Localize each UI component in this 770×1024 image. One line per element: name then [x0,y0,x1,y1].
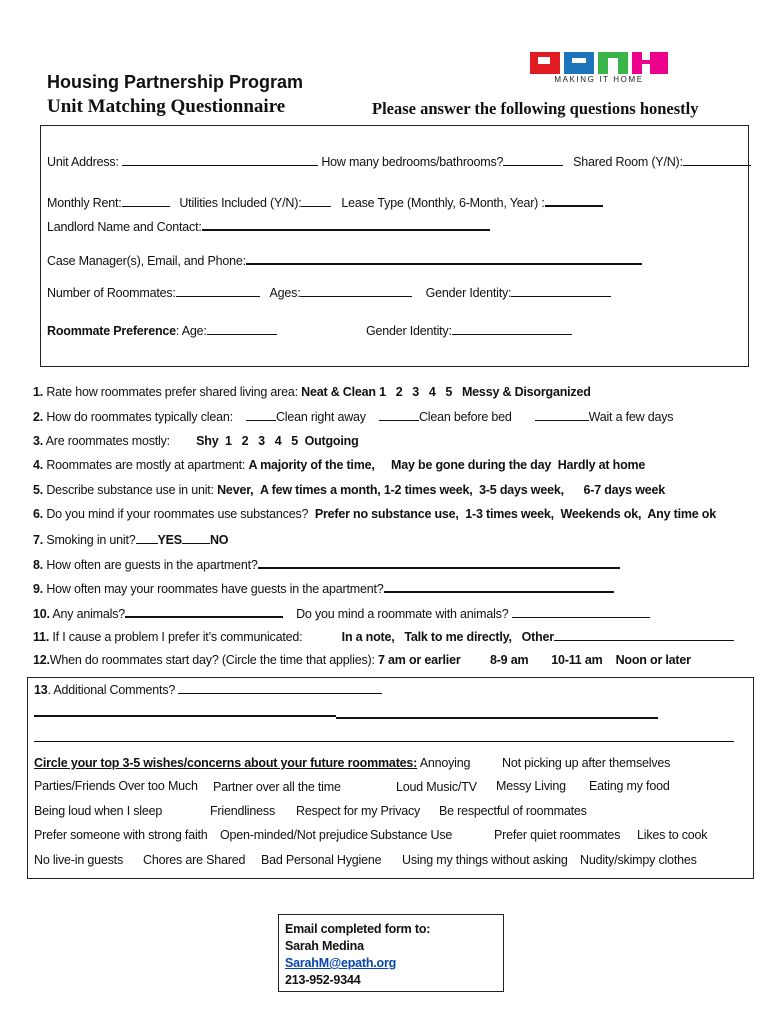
contact-info [285,921,430,989]
q10-text-2: Do you mind a roommate with animals? [296,607,509,621]
q2-blank-2[interactable] [379,409,419,421]
q12-option-3[interactable]: 10-11 am [551,653,603,667]
question-9 [33,580,614,596]
q3-number: 3. [33,434,44,448]
q10-text: Any animals? [52,607,126,621]
unit-address-field[interactable] [122,154,318,166]
comments-field[interactable] [178,682,382,694]
q11-text: If I cause a problem I prefer it’s communicated: [52,630,303,644]
case-manager-field[interactable] [246,252,642,265]
comments-line-2[interactable] [34,741,734,742]
wish-no-live-in[interactable]: No live-in guests [34,853,124,867]
ages-field[interactable] [300,285,412,297]
wish-strong-faith[interactable]: Prefer someone with strong faith [34,828,208,842]
gender-identity-field[interactable] [511,285,611,297]
utilities-field[interactable] [301,195,331,207]
question-5 [33,483,665,497]
q7-no[interactable]: NO [209,533,229,547]
case-manager-label: Case Manager(s), Email, and Phone: [47,254,246,268]
q5-option-1[interactable]: Never, [217,483,254,497]
path-logo-mark [530,50,668,74]
roommate-preference-label: Roommate Preference [47,324,176,338]
num-roommates-field[interactable] [176,285,260,297]
wish-chores-shared[interactable]: Chores are Shared [143,853,246,867]
q12-option-1[interactable]: 7 am or earlier [378,653,461,667]
q11-number: 11. [33,630,50,644]
landlord-label: Landlord Name and Contact: [47,220,202,234]
shared-room-field[interactable] [683,154,751,166]
wish-loud-music[interactable]: Loud Music/TV [396,780,477,794]
comments-line-1a[interactable] [34,715,336,717]
wish-loud-sleep[interactable]: Being loud when I sleep [34,804,163,818]
question-3 [33,434,359,448]
q6-options[interactable]: Prefer no substance use, 1-3 times week, Weekends ok, Any time ok [314,507,716,521]
q5-text: Describe substance use in unit: [46,483,214,497]
q2-option-3: Wait a few days [588,410,674,424]
wish-likes-to-cook[interactable]: Likes to cook [637,828,708,842]
q11-option-1[interactable]: In a note, [341,630,395,644]
q4-text: Roommates are mostly at apartment: [46,458,246,472]
question-4 [33,458,645,472]
q12-option-4[interactable]: Noon or later [615,653,691,667]
q2-option-2: Clean before bed [418,410,512,424]
q5-option-4[interactable]: 6-7 days week [583,483,665,497]
wish-respectful[interactable]: Be respectful of roommates [439,804,587,818]
q8-field[interactable] [258,556,620,569]
wish-not-picking-up[interactable]: Not picking up after themselves [502,756,671,770]
question-12 [33,653,691,667]
unit-address-row [47,154,751,169]
q6-text: Do you mind if your roommates use substances? [46,507,309,521]
q12-number: 12. [33,653,50,667]
num-roommates-label: Number of Roommates: [47,286,176,300]
q2-blank-3[interactable] [535,409,589,421]
contact-heading: Email completed form to: [285,922,431,936]
q1-text: Rate how roommates prefer shared living area: [46,385,298,399]
wish-privacy[interactable]: Respect for my Privacy [296,804,421,818]
question-7 [33,532,228,547]
q8-text: How often are guests in the apartment? [46,558,258,572]
logo-tagline: MAKING IT HOME [554,75,644,84]
shared-room-label: Shared Room (Y/N): [573,155,683,169]
q5-option-3[interactable]: 3-5 days week, [479,483,564,497]
q2-blank-1[interactable] [246,409,276,421]
q9-field[interactable] [384,580,614,593]
wish-eating-food[interactable]: Eating my food [589,779,670,793]
lease-type-label: Lease Type (Monthly, 6-Month, Year) : [341,196,545,210]
q10-number: 10. [33,607,50,621]
roommates-row [47,285,611,300]
bedrooms-field[interactable] [503,154,563,166]
q5-number: 5. [33,483,44,497]
pref-age-label: : Age: [175,324,207,338]
wish-messy-living[interactable]: Messy Living [496,779,566,793]
q11-option-3[interactable]: Other [521,630,554,644]
q12-option-2[interactable]: 8-9 am [489,653,529,667]
wish-quiet-roommates[interactable]: Prefer quiet roommates [494,828,621,842]
q2-number: 2. [33,410,44,424]
q3-text: Are roommates mostly: [45,434,170,448]
comments-number: 13 [34,683,48,697]
pref-age-field[interactable] [207,323,277,335]
question-6 [33,507,716,521]
utilities-label: Utilities Included (Y/N): [179,196,302,210]
q10-field[interactable] [125,605,283,618]
wish-nudity[interactable]: Nudity/skimpy clothes [580,853,697,867]
q7-number: 7. [33,533,44,547]
lease-type-field[interactable] [545,194,603,207]
pref-gender-field[interactable] [452,323,572,335]
rent-row [47,194,603,210]
q12-text: When do roommates start day? (Circle the time that applies): [49,653,375,667]
question-1 [33,385,591,399]
case-manager-row [47,252,642,268]
q4-number: 4. [33,458,44,472]
q5-option-2[interactable]: A few times a month, 1-2 times week, [260,483,473,497]
q8-number: 8. [33,558,44,572]
circle-heading-row [34,756,470,770]
q11-other-field[interactable] [554,629,734,641]
monthly-rent-label: Monthly Rent: [47,196,122,210]
q2-option-1: Clean right away [275,410,366,424]
landlord-row [47,218,490,234]
pref-gender-label: Gender Identity: [366,324,452,338]
question-11 [33,629,734,644]
monthly-rent-field[interactable] [122,195,170,207]
wish-hygiene[interactable]: Bad Personal Hygiene [261,853,382,867]
q1-options[interactable]: Neat & Clean 1 2 3 4 5 Messy & Disorganized [301,385,591,399]
gender-identity-label: Gender Identity: [425,286,512,300]
question-10 [33,605,650,621]
comments-row [34,682,382,697]
instruction-text: Please answer the following questions honestly [372,99,699,118]
q11-option-2[interactable]: Talk to me directly, [404,630,512,644]
q7-yes-blank[interactable] [136,532,158,544]
q2-text: How do roommates typically clean: [46,410,233,424]
q4-option-1[interactable]: A majority of the time, [248,458,375,472]
wish-partner-over[interactable]: Partner over all the time [213,780,341,794]
q9-text: How often may your roommates have guests in the apartment? [46,582,384,596]
comments-label: . Additional Comments? [47,683,176,697]
circle-heading: Circle your top 3-5 wishes/concerns about your future roommates: [34,756,418,770]
wish-parties-friends[interactable]: Parties/Friends Over too Much [34,779,198,793]
form-title: Unit Matching Questionnaire [47,96,286,117]
wish-using-things[interactable]: Using my things without asking [402,853,568,867]
wish-substance-use[interactable]: Substance Use [370,828,453,842]
wish-friendliness[interactable]: Friendliness [210,804,275,818]
contact-phone: 213-952-9344 [285,973,361,987]
landlord-field[interactable] [202,218,490,231]
path-logo [530,50,668,86]
q7-yes[interactable]: YES [157,533,182,547]
q7-text: Smoking in unit? [46,533,136,547]
q4-option-2[interactable]: May be gone during the day [391,458,552,472]
comments-line-1b[interactable] [336,717,658,719]
contact-name: Sarah Medina [285,939,364,953]
ages-label: Ages: [269,286,301,300]
q3-options[interactable]: Shy 1 2 3 4 5 Outgoing [196,434,359,448]
wish-annoying[interactable]: Annoying [419,756,471,770]
unit-address-label: Unit Address: [47,155,119,169]
q7-no-blank[interactable] [182,532,210,544]
question-8 [33,556,620,572]
q1-number: 1. [33,385,44,399]
preference-row [47,323,277,338]
q6-number: 6. [33,507,44,521]
program-title: Housing Partnership Program [47,72,304,92]
bedrooms-label: How many bedrooms/bathrooms? [321,155,504,169]
q4-option-3[interactable]: Hardly at home [557,458,646,472]
question-2 [33,409,673,424]
pref-gender-row [366,323,572,338]
q10-field-2[interactable] [512,606,650,618]
q9-number: 9. [33,582,44,596]
wish-open-minded[interactable]: Open-minded/Not prejudice [220,828,368,842]
comments-box [27,677,754,879]
contact-email-link[interactable]: SarahM@epath.org [285,956,397,970]
